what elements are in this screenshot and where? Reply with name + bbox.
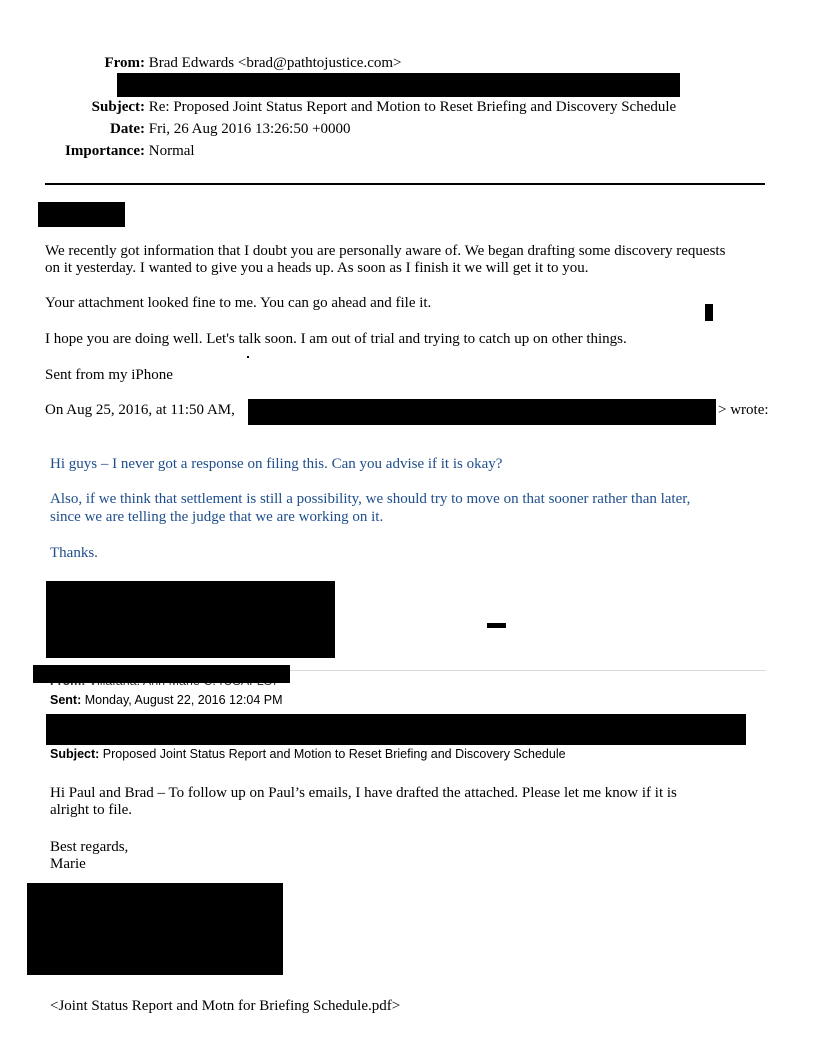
subject-value: Re: Proposed Joint Status Report and Motion to Reset Briefing and Discovery Schedule xyxy=(148,99,677,115)
redaction-block-salutation xyxy=(38,202,125,227)
forwarded-sent-value: Monday, August 22, 2016 12:04 PM xyxy=(84,693,283,707)
redaction-block-sender xyxy=(248,399,716,425)
redaction-block-forwarded-from xyxy=(33,665,290,683)
forwarded-subject-value: Proposed Joint Status Report and Motion to Reset Briefing and Discovery Schedule xyxy=(102,747,566,761)
attachment-link[interactable]: <Joint Status Report and Motn for Briefing Schedule.pdf> xyxy=(50,998,401,1014)
forwarded-body-line2: alright to file. xyxy=(50,802,133,818)
redaction-block-forwarded-signature xyxy=(27,883,283,975)
body-para1-line1: We recently got information that I doubt you are personally aware of. We began drafting some discovery requests xyxy=(45,243,726,259)
header-date xyxy=(30,120,351,138)
header-importance xyxy=(30,142,195,160)
quoted-line2b: since we are telling the judge that we are working on it. xyxy=(50,509,384,525)
subject-label: Subject: xyxy=(91,99,145,115)
quote-wrote: > wrote: xyxy=(718,402,769,418)
redaction-mark-small xyxy=(705,304,713,321)
quoted-thanks: Thanks. xyxy=(50,545,98,561)
from-value: Brad Edwards <brad@pathtojustice.com> xyxy=(148,55,402,71)
forwarded-name: Marie xyxy=(50,856,86,872)
from-label: From: xyxy=(104,55,145,71)
stray-dot xyxy=(247,356,249,358)
quoted-line2a: Also, if we think that settlement is still a possibility, we should try to move on that sooner rather than later, xyxy=(50,491,691,507)
forwarded-sent-label: Sent: xyxy=(50,693,82,707)
body-signature: Sent from my iPhone xyxy=(45,367,173,383)
body-para2: Your attachment looked fine to me. You can go ahead and file it. xyxy=(45,295,432,311)
forwarded-subject-label: Subject: xyxy=(50,747,100,761)
quoted-line1: Hi guys – I never got a response on filing this. Can you advise if it is okay? xyxy=(50,456,503,472)
date-label: Date: xyxy=(110,121,145,137)
redaction-block-quoted-signature xyxy=(46,581,335,658)
body-para3: I hope you are doing well. Let's talk soon. I am out of trial and trying to catch up on other things. xyxy=(45,331,627,347)
importance-value: Normal xyxy=(148,143,195,159)
header-divider xyxy=(45,183,765,185)
redaction-mark-dash xyxy=(487,623,506,628)
redaction-block-forwarded-to xyxy=(46,714,746,745)
forwarded-body-line1: Hi Paul and Brad – To follow up on Paul’s emails, I have drafted the attached. Please let me know if it is xyxy=(50,785,677,801)
quote-intro: On Aug 25, 2016, at 11:50 AM, xyxy=(45,402,235,418)
header-subject xyxy=(30,98,676,116)
forwarded-closing: Best regards, xyxy=(50,839,129,855)
body-para1-line2: on it yesterday. I wanted to give you a heads up. As soon as I finish it we will get it to you. xyxy=(45,260,589,276)
importance-label: Importance: xyxy=(65,143,145,159)
forwarded-subject xyxy=(50,747,566,762)
header-from xyxy=(30,54,402,72)
redaction-block-to xyxy=(117,73,680,97)
date-value: Fri, 26 Aug 2016 13:26:50 +0000 xyxy=(148,121,351,137)
forwarded-sent xyxy=(50,693,283,708)
